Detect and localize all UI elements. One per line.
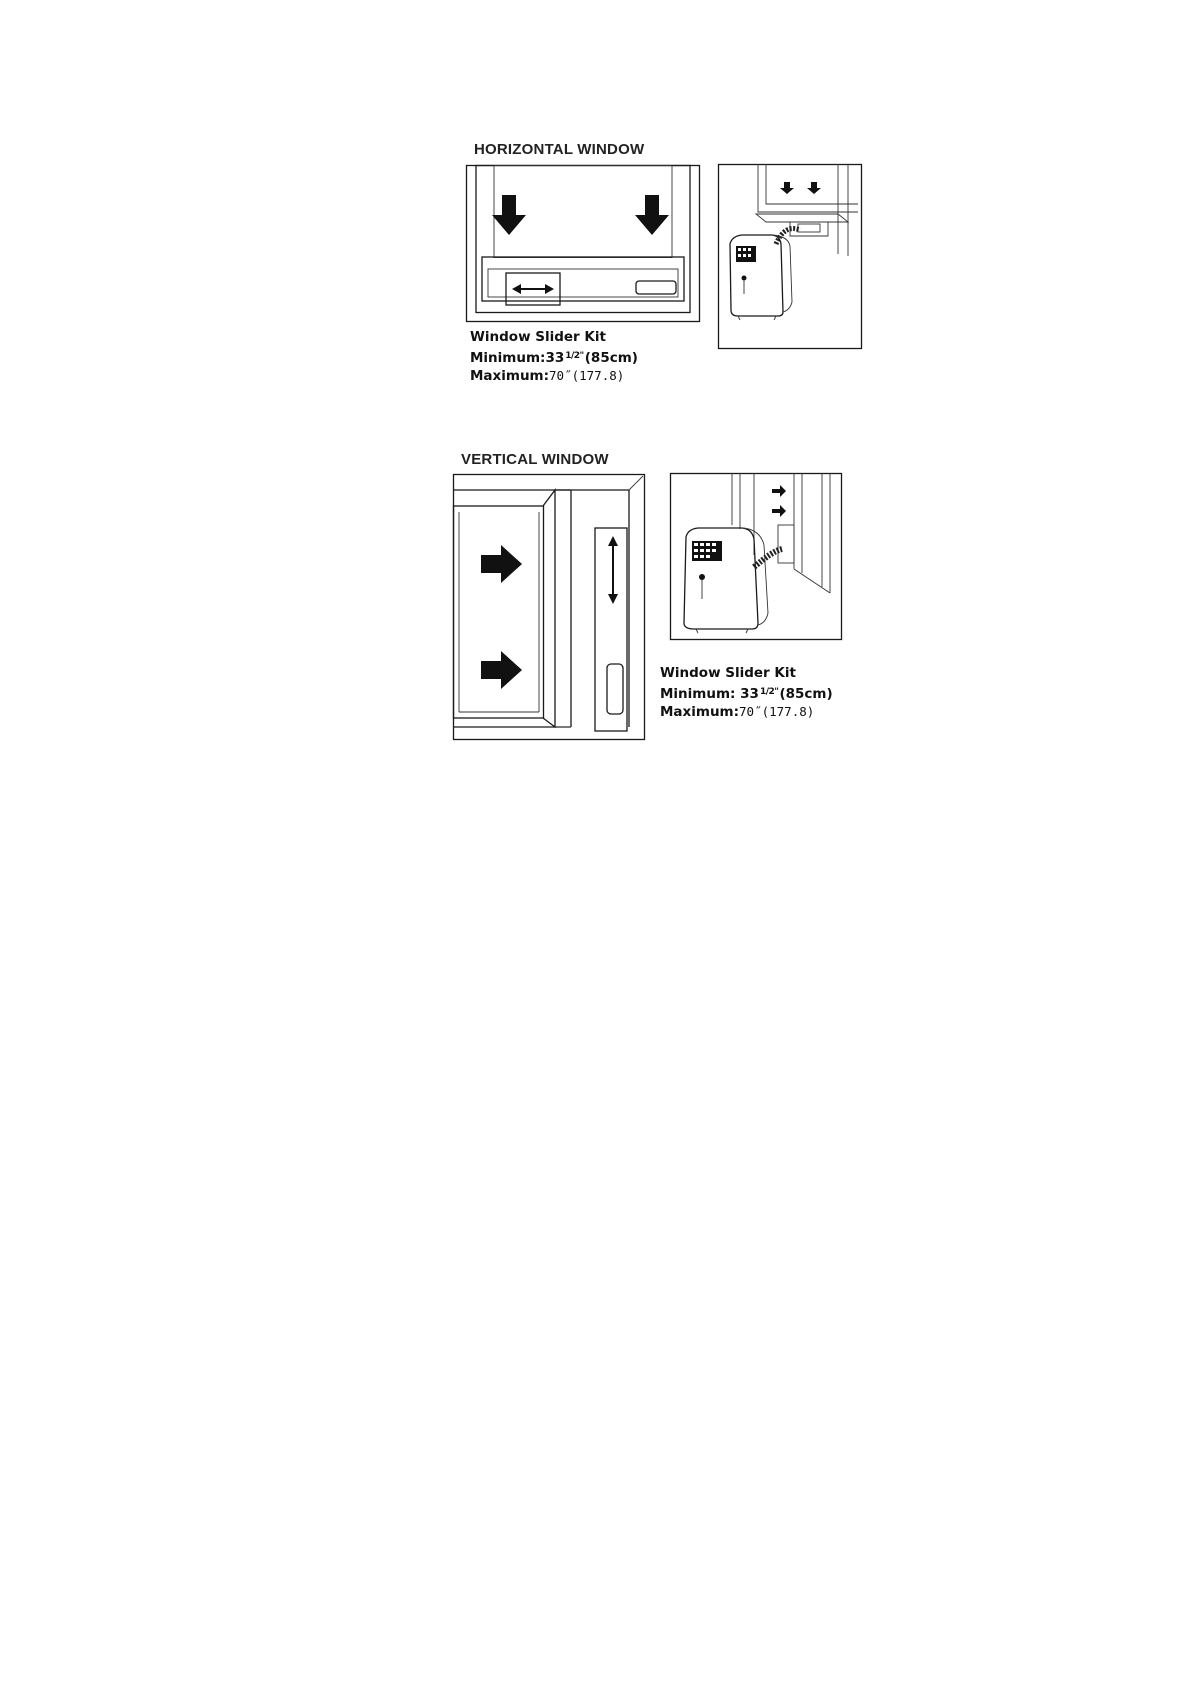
horizontal-minimum-whole: 33 <box>545 350 565 366</box>
down-arrow-icon <box>635 195 669 235</box>
vertical-kit-minimum <box>660 683 833 702</box>
horizontal-minimum-fraction: 1/2" <box>565 351 584 361</box>
horizontal-kit-title: Window Slider Kit <box>470 329 606 345</box>
right-arrow-icon <box>481 651 522 689</box>
horizontal-window-diagram <box>466 165 701 325</box>
vertical-kit-title: Window Slider Kit <box>660 665 796 681</box>
horizontal-installation-illustration <box>718 164 864 350</box>
double-arrow-icon <box>608 536 618 604</box>
down-arrow-icon <box>492 195 526 235</box>
horizontal-minimum-label: Minimum: <box>470 350 546 366</box>
vertical-kit-specs <box>660 664 833 721</box>
horizontal-kit-maximum <box>470 366 638 385</box>
vertical-installation-illustration <box>670 473 844 643</box>
vertical-minimum-label: Minimum: <box>660 686 736 702</box>
vertical-window-heading: VERTICAL WINDOW <box>461 451 609 468</box>
vertical-window-diagram <box>453 474 647 742</box>
horizontal-kit-minimum <box>470 347 638 366</box>
right-arrow-icon <box>481 545 522 583</box>
horizontal-kit-specs <box>470 328 638 385</box>
horizontal-window-heading: HORIZONTAL WINDOW <box>474 141 645 158</box>
vertical-kit-maximum <box>660 702 833 721</box>
vertical-maximum-label: Maximum: <box>660 704 740 720</box>
horizontal-maximum-value: 70˝(177.8) <box>549 368 625 383</box>
vertical-minimum-metric: (85cm) <box>779 686 833 702</box>
vertical-minimum-fraction: 1/2" <box>759 687 779 697</box>
horizontal-maximum-label: Maximum: <box>470 368 550 384</box>
double-arrow-icon <box>512 284 554 294</box>
vertical-maximum-value: 70˝(177.8) <box>739 704 815 719</box>
vertical-minimum-whole: 33 <box>740 686 759 702</box>
horizontal-minimum-metric: (85cm) <box>584 350 638 366</box>
